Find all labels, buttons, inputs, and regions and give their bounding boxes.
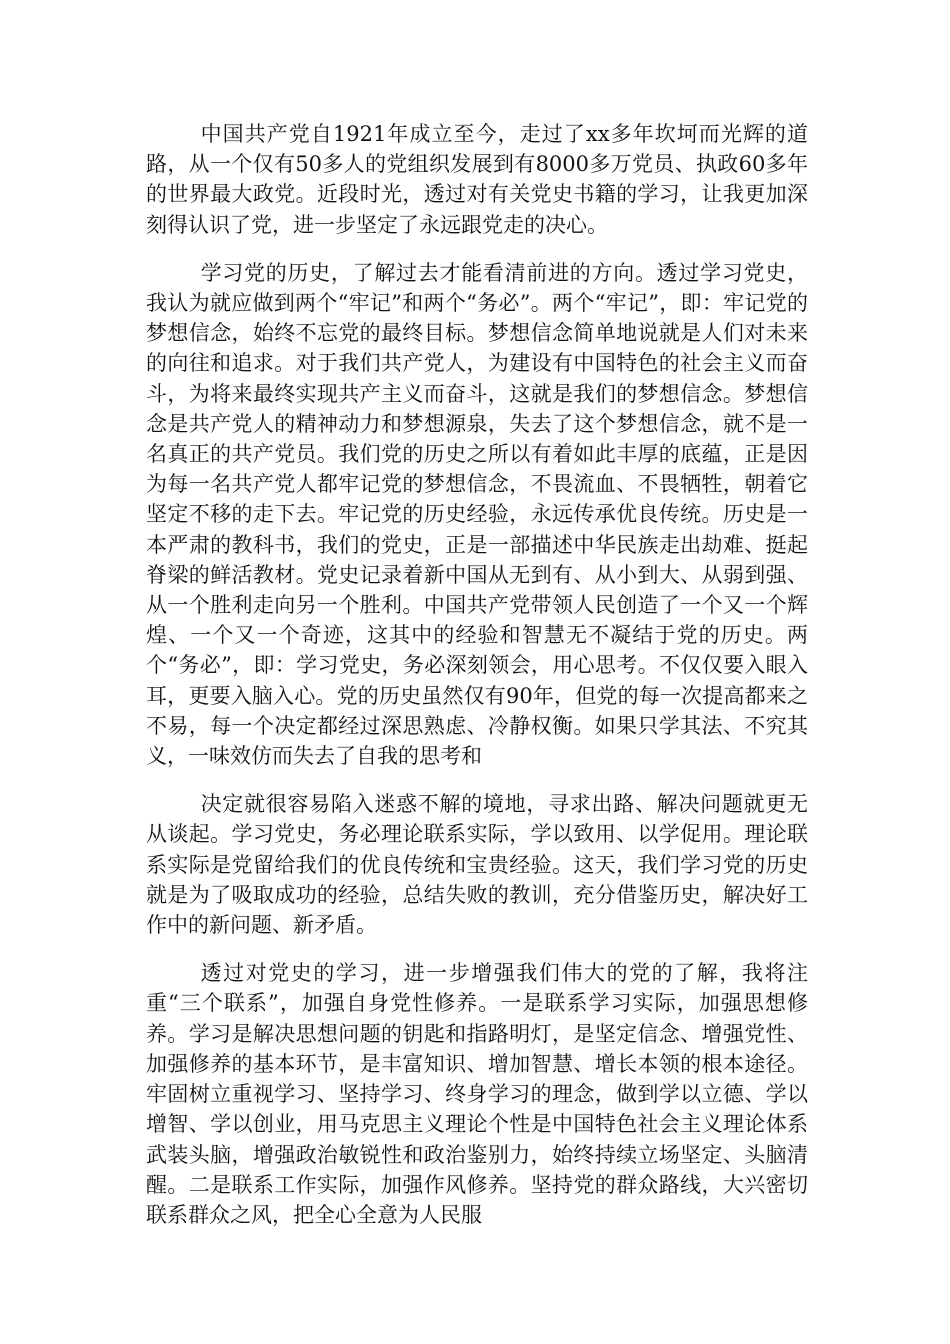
document-body [146,119,808,1230]
paragraph-1: 中国共产党自1921年成立至今，走过了xx多年坎坷而光辉的道路，从一个仅有50多人的党组织发展到有8000多万党员、执政60多年的世界最大政党。近段时光，透过对有关党史书籍的学习，让我更加深刻得认识了党，进一步坚定了永远跟党走的决心。 [146,122,808,237]
paragraph-3: 决定就很容易陷入迷惑不解的境地，寻求出路、解决问题就更无从谈起。学习党史，务必理论联系实际，学以致用、以学促用。理论联系实际是党留给我们的优良传统和宝贵经验。这天，我们学习党的历史就是为了吸取成功的经验，总结失败的教训，充分借鉴历史，解决好工作中的新问题、新矛盾。 [146,792,808,938]
paragraph-2: 学习党的历史，了解过去才能看清前进的方向。透过学习党史，我认为就应做到两个“牢记”和两个“务必”。两个“牢记”，即：牢记党的梦想信念，始终不忘党的最终目标。梦想信念简单地说就是人们对未来的向往和追求。对于我们共产党人，为建设有中国特色的社会主义而奋斗，为将来最终实现共产主义而奋斗，这就是我们的梦想信念。梦想信念是共产党人的精神动力和梦想源泉，失去了这个梦想信念，就不是一名真正的共产党员。我们党的历史之所以有着如此丰厚的底蕴，正是因为每一名共产党人都牢记党的梦想信念，不畏流血、不畏牺牲，朝着它坚定不移的走下去。牢记党的历史经验，永远传承优良传统。历史是一本严肃的教科书，我们的党史，正是一部描述中华民族走出劫难、挺起脊梁的鲜活教材。党史记录着新中国从无到有、从小到大、从弱到强、从一个胜利走向另一个胜利。中国共产党带领人民创造了一个又一个辉煌、一个又一个奇迹，这其中的经验和智慧无不凝结于党的历史。两个“务必”，即：学习党史，务必深刻领会，用心思考。不仅仅要入眼入耳，更要入脑入心。党的历史虽然仅有90年，但党的每一次提高都来之不易，每一个决定都经过深思熟虑、冷静权衡。如果只学其法、不究其义，一味效仿而失去了自我的思考和 [146,260,808,769]
paragraph-4: 透过对党史的学习，进一步增强我们伟大的党的了解，我将注重“三个联系”，加强自身党性修养。一是联系学习实际，加强思想修养。学习是解决思想问题的钥匙和指路明灯，是坚定信念、增强党性、加强修养的基本环节，是丰富知识、增加智慧、增长本领的根本途径。牢固树立重视学习、坚持学习、终身学习的理念，做到学以立德、学以增智、学以创业，用马克思主义理论个性是中国特色社会主义理论体系武装头脑，增强政治敏锐性和政治鉴别力，始终持续立场坚定、头脑清醒。二是联系工作实际，加强作风修养。坚持党的群众路线，大兴密切联系群众之风，把全心全意为人民服 [146,961,808,1227]
